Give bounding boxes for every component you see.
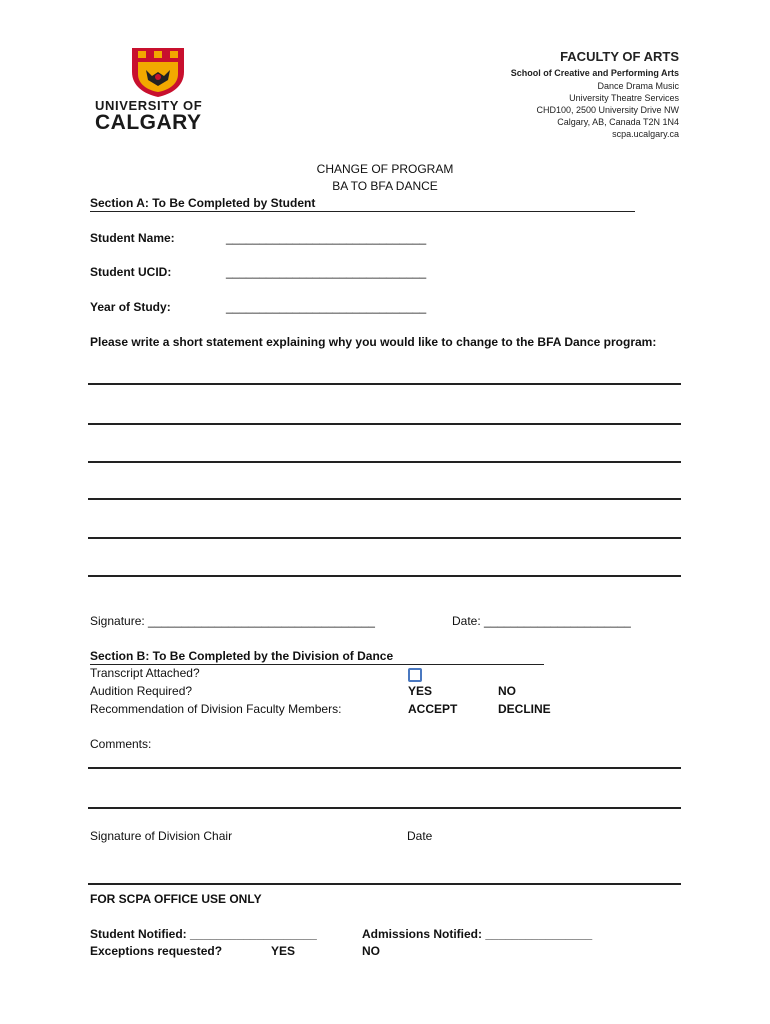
school-programs: Dance Drama Music (597, 81, 679, 91)
section-b-heading: Section B: To Be Completed by the Division of Dance (90, 649, 544, 665)
form-subtitle: BA TO BFA DANCE (332, 179, 438, 193)
website: scpa.ucalgary.ca (612, 129, 679, 139)
exceptions-no-option[interactable]: NO (362, 944, 380, 958)
student-name-label: Student Name: (90, 231, 175, 245)
year-of-study-label: Year of Study: (90, 300, 171, 314)
audition-no-option[interactable]: NO (498, 684, 516, 698)
statement-line-3[interactable] (88, 461, 681, 463)
transcript-label: Transcript Attached? (90, 666, 200, 680)
section-a-heading: Section A: To Be Completed by Student (90, 196, 635, 212)
statement-line-2[interactable] (88, 423, 681, 425)
faculty-title: FACULTY OF ARTS (560, 49, 679, 64)
school-name: School of Creative and Performing Arts (510, 68, 679, 78)
statement-line-4[interactable] (88, 498, 681, 500)
audition-label: Audition Required? (90, 684, 193, 698)
office-use-heading: FOR SCPA OFFICE USE ONLY (90, 892, 262, 906)
student-ucid-field[interactable]: ______________________________ (226, 265, 427, 279)
address-line2: Calgary, AB, Canada T2N 1N4 (557, 117, 679, 127)
statement-line-5[interactable] (88, 537, 681, 539)
recommendation-label: Recommendation of Division Faculty Members: (90, 702, 342, 716)
statement-line-6[interactable] (88, 575, 681, 577)
decline-option[interactable]: DECLINE (498, 702, 551, 716)
division-chair-date-label: Date (407, 829, 433, 843)
form-title: CHANGE OF PROGRAM (316, 162, 454, 176)
accept-option[interactable]: ACCEPT (408, 702, 458, 716)
address-line1: CHD100, 2500 University Drive NW (536, 105, 679, 115)
statement-line-1[interactable] (88, 383, 681, 385)
statement-prompt: Please write a short statement explaining why you would like to change to the BFA Dance program: (90, 335, 657, 349)
transcript-checkbox[interactable] (408, 668, 422, 682)
comments-line-2[interactable] (88, 807, 681, 809)
shield-crest-icon (128, 46, 188, 98)
admissions-notified-field[interactable]: Admissions Notified: ________________ (362, 927, 593, 941)
audition-yes-option[interactable]: YES (408, 684, 433, 698)
comments-line-1[interactable] (88, 767, 681, 769)
exceptions-requested-label: Exceptions requested? (90, 944, 223, 958)
division-chair-signature-label: Signature of Division Chair (90, 829, 233, 843)
student-date-field[interactable]: Date: ______________________ (452, 614, 631, 628)
student-name-field[interactable]: ______________________________ (226, 231, 427, 245)
university-wordmark-line2: CALGARY (95, 111, 202, 134)
student-ucid-label: Student UCID: (90, 265, 172, 279)
university-wordmark-line1: UNIVERSITY OF (95, 98, 203, 113)
year-of-study-field[interactable]: ______________________________ (226, 300, 427, 314)
student-signature-field[interactable]: Signature: __________________________________ (90, 614, 375, 628)
exceptions-yes-option[interactable]: YES (271, 944, 296, 958)
comments-label: Comments: (90, 737, 152, 751)
chair-signature-line[interactable] (88, 883, 681, 885)
student-notified-field[interactable]: Student Notified: ___________________ (90, 927, 317, 941)
theatre-services: University Theatre Services (569, 93, 679, 103)
